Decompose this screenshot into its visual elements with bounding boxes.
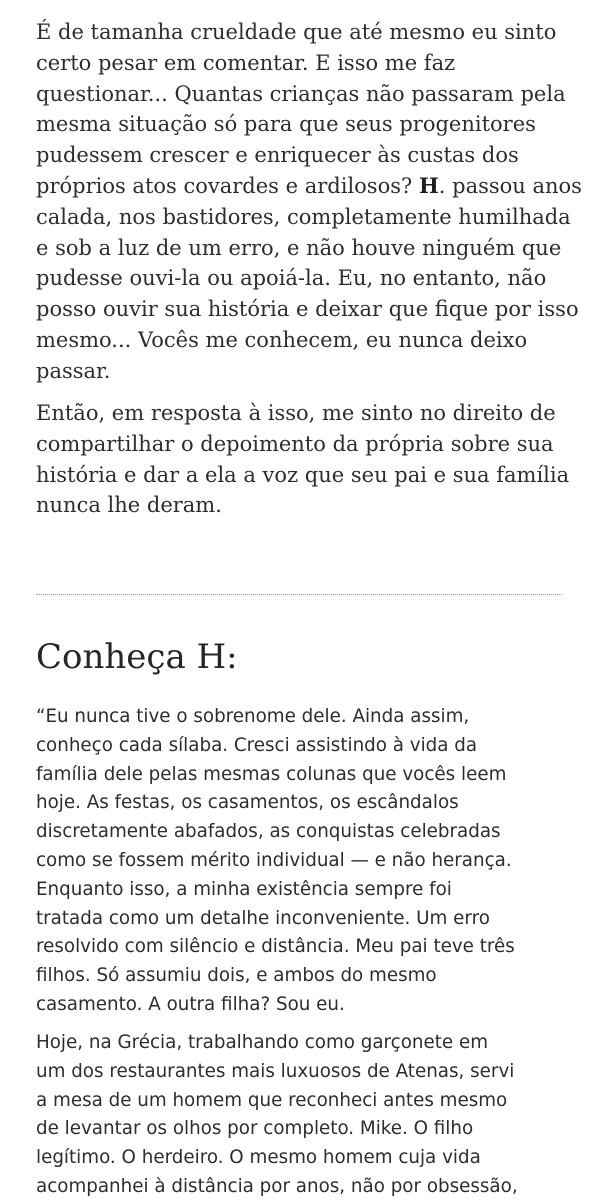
text-line: um dos restaurantes mais luxuosos de Atenas, servi — [36, 1060, 515, 1082]
text-line: “Eu nunca tive o sobrenome dele. Ainda assim, — [36, 706, 470, 727]
text-line: Então, em resposta à isso, me sinto no direito de — [36, 401, 556, 425]
text-line: a mesa de um homem que reconheci antes mesmo — [36, 1089, 508, 1111]
text-line: Hoje, na Grécia, trabalhando como garçonete em — [36, 1032, 489, 1053]
text-line: calada, nos bastidores, completamente humilhada — [36, 204, 571, 229]
text-fragment: próprios atos covardes e ardilosos? — [36, 173, 419, 198]
text-line: compartilhar o depoimento da própria sobre sua — [36, 431, 554, 456]
text-line: nunca lhe deram. — [36, 493, 222, 518]
text-line: filhos. Só assumiu dois, e ambos do mesmo — [36, 965, 437, 987]
text-fragment: . passou anos — [438, 173, 582, 198]
text-line: Enquanto isso, a minha existência sempre foi — [36, 878, 452, 900]
text-line: de levantar os olhos por completo. Mike. O filho — [36, 1118, 474, 1140]
text-line: posso ouvir sua história e deixar que fique por isso — [36, 297, 579, 322]
intro-paragraph-2 — [36, 398, 581, 521]
text-line: pudesse ouvi-la ou apoiá-la. Eu, no entanto, não — [36, 266, 547, 291]
text-line: pudessem crescer e enriquecer às custas dos — [36, 143, 519, 168]
text-line: mesmo... Vocês me conhecem, eu nunca deixo — [36, 327, 528, 352]
text-line: certo pesar em comentar. E isso me faz — [36, 50, 456, 75]
bold-initial: H — [418, 172, 439, 198]
text-line: casamento. A outra filha? Sou eu. — [36, 993, 345, 1015]
section-heading: Conheça H: — [36, 637, 238, 677]
testimony-paragraph-1 — [36, 703, 586, 1020]
text-line: história e dar a ela a voz que seu pai e sua família — [36, 462, 570, 487]
text-line: conheço cada sílaba. Cresci assistindo à vida da — [36, 734, 478, 756]
section-divider — [36, 594, 562, 595]
testimony-paragraph-2 — [36, 1029, 586, 1202]
text-line: questionar... Quantas crianças não passaram pela — [36, 81, 566, 106]
text-line: passar. — [36, 358, 111, 383]
text-line: discretamente abafados, as conquistas celebradas — [36, 821, 501, 843]
text-line: legítimo. O herdeiro. O mesmo homem cuja vida — [36, 1147, 481, 1169]
text-line: acompanhei à distância por anos, não por obsessão, — [36, 1175, 518, 1197]
text-line: como se fossem mérito individual — e não herança. — [36, 849, 512, 871]
text-line: resolvido com silêncio e distância. Meu pai teve três — [36, 936, 515, 958]
text-line: tratada como um detalhe inconveniente. Um erro — [36, 907, 490, 929]
intro-paragraph-1 — [36, 17, 581, 387]
text-line: e sob a luz de um erro, e não houve ninguém que — [36, 235, 562, 260]
text-line: hoje. As festas, os casamentos, os escândalos — [36, 792, 459, 814]
text-line: família dele pelas mesmas colunas que vocês leem — [36, 763, 507, 785]
text-line: É de tamanha crueldade que até mesmo eu sinto — [36, 20, 557, 44]
text-line: mesma situação só para que seus progenitores — [36, 112, 536, 137]
text-line — [36, 171, 581, 202]
